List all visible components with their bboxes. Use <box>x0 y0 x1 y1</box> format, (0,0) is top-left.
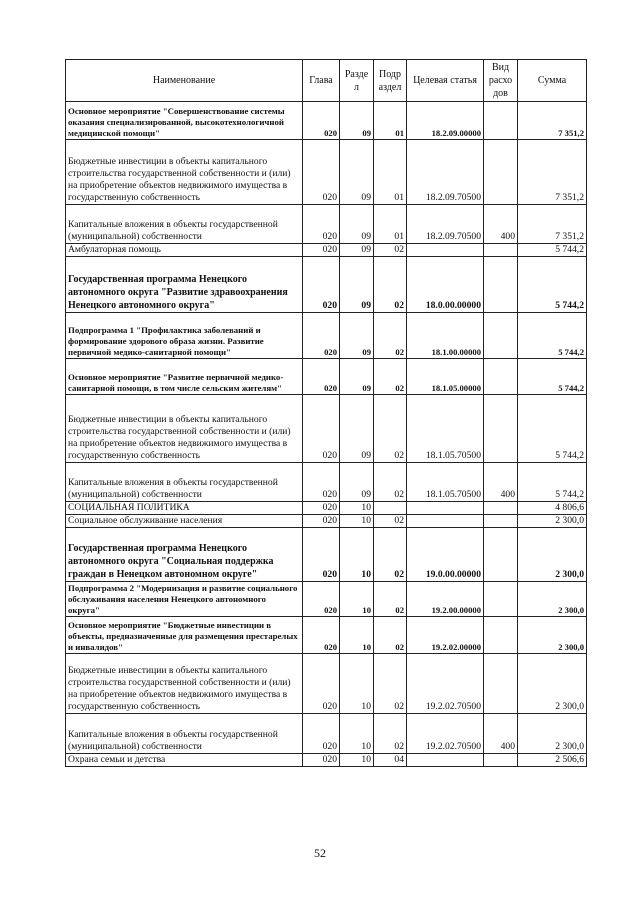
cell-section: 09 <box>340 257 374 313</box>
cell-section: 10 <box>340 502 374 515</box>
cell-name: Основное мероприятие "Развитие первичной медико-санитарной помощи, в том числе сельским жителям" <box>66 359 303 395</box>
cell-chapter: 020 <box>303 395 340 463</box>
header-name: Наименование <box>66 60 303 102</box>
cell-subsection: 02 <box>374 244 407 257</box>
cell-section: 09 <box>340 244 374 257</box>
cell-sum: 2 300,0 <box>518 654 587 714</box>
table-row <box>66 205 587 244</box>
cell-sum: 2 300,0 <box>518 515 587 528</box>
cell-expense-type <box>484 754 518 767</box>
cell-expense-type <box>484 528 518 582</box>
cell-chapter: 020 <box>303 714 340 754</box>
cell-target-article: 18.1.05.70500 <box>407 463 484 502</box>
cell-expense-type <box>484 582 518 617</box>
cell-expense-type <box>484 654 518 714</box>
cell-chapter: 020 <box>303 205 340 244</box>
cell-name: Бюджетные инвестиции в объекты капитального строительства государственной собственности и (или) на приобретение объектов недвижимого имущества в государственную собственность <box>66 395 303 463</box>
header-subsection: Подр аздел <box>374 60 407 102</box>
cell-section: 09 <box>340 205 374 244</box>
table-body <box>66 102 587 767</box>
budget-table <box>65 59 587 767</box>
cell-expense-type <box>484 502 518 515</box>
table-row <box>66 140 587 205</box>
cell-sum: 4 806,6 <box>518 502 587 515</box>
cell-name: Государственная программа Ненецкого автономного округа "Социальная поддержка граждан в Ненецком автономном округе" <box>66 528 303 582</box>
table-row <box>66 502 587 515</box>
cell-chapter: 020 <box>303 654 340 714</box>
table-row <box>66 617 587 654</box>
cell-sum: 2 300,0 <box>518 528 587 582</box>
cell-name: Социальное обслуживание населения <box>66 515 303 528</box>
cell-section: 10 <box>340 654 374 714</box>
cell-subsection: 04 <box>374 754 407 767</box>
cell-name: Основное мероприятие "Бюджетные инвестиции в объекты, предназначенные для размещения престарелых и инвалидов" <box>66 617 303 654</box>
cell-sum: 7 351,2 <box>518 205 587 244</box>
cell-sum: 7 351,2 <box>518 102 587 140</box>
cell-expense-type <box>484 617 518 654</box>
table-row <box>66 754 587 767</box>
cell-section: 09 <box>340 463 374 502</box>
cell-subsection: 02 <box>374 515 407 528</box>
cell-chapter: 020 <box>303 582 340 617</box>
cell-sum: 2 506,6 <box>518 754 587 767</box>
cell-sum: 7 351,2 <box>518 140 587 205</box>
cell-expense-type <box>484 140 518 205</box>
cell-sum: 5 744,2 <box>518 257 587 313</box>
cell-section: 09 <box>340 313 374 359</box>
cell-subsection: 02 <box>374 654 407 714</box>
table-row <box>66 102 587 140</box>
cell-expense-type <box>484 102 518 140</box>
cell-name: Амбулаторная помощь <box>66 244 303 257</box>
cell-expense-type <box>484 515 518 528</box>
cell-expense-type <box>484 257 518 313</box>
cell-section: 10 <box>340 714 374 754</box>
cell-section: 09 <box>340 140 374 205</box>
cell-target-article: 19.2.02.70500 <box>407 654 484 714</box>
header-expense-type: Вид расхо дов <box>484 60 518 102</box>
cell-chapter: 020 <box>303 463 340 502</box>
cell-section: 09 <box>340 359 374 395</box>
header-section: Разде л <box>340 60 374 102</box>
cell-target-article: 19.2.02.00000 <box>407 617 484 654</box>
cell-name: Подпрограмма 1 "Профилактика заболеваний и формирование здорового образа жизни. Развитие первичной медико-санитарной помощи" <box>66 313 303 359</box>
cell-chapter: 020 <box>303 754 340 767</box>
cell-subsection: 02 <box>374 528 407 582</box>
cell-chapter: 020 <box>303 257 340 313</box>
cell-subsection: 02 <box>374 617 407 654</box>
cell-subsection <box>374 502 407 515</box>
cell-sum: 2 300,0 <box>518 617 587 654</box>
cell-subsection: 02 <box>374 359 407 395</box>
cell-name: Основное мероприятие "Совершенствование системы оказания специализированной, высокотехнологичной медицинской помощи" <box>66 102 303 140</box>
table-row <box>66 395 587 463</box>
cell-section: 10 <box>340 582 374 617</box>
cell-section: 09 <box>340 102 374 140</box>
cell-chapter: 020 <box>303 528 340 582</box>
cell-target-article: 19.2.02.70500 <box>407 714 484 754</box>
table-row <box>66 257 587 313</box>
cell-target-article: 18.1.00.00000 <box>407 313 484 359</box>
cell-expense-type <box>484 313 518 359</box>
cell-chapter: 020 <box>303 502 340 515</box>
table-row <box>66 515 587 528</box>
cell-name: Капитальные вложения в объекты государственной (муниципальной) собственности <box>66 714 303 754</box>
cell-expense-type: 400 <box>484 714 518 754</box>
cell-subsection: 02 <box>374 714 407 754</box>
cell-chapter: 020 <box>303 244 340 257</box>
cell-name: Бюджетные инвестиции в объекты капитального строительства государственной собственности и (или) на приобретение объектов недвижимого имущества в государственную собственность <box>66 654 303 714</box>
cell-subsection: 02 <box>374 463 407 502</box>
cell-sum: 2 300,0 <box>518 582 587 617</box>
cell-section: 09 <box>340 395 374 463</box>
cell-section: 10 <box>340 617 374 654</box>
cell-subsection: 01 <box>374 140 407 205</box>
cell-name: Бюджетные инвестиции в объекты капитального строительства государственной собственности и (или) на приобретение объектов недвижимого имущества в государственную собственность <box>66 140 303 205</box>
cell-target-article: 18.2.09.70500 <box>407 140 484 205</box>
header-sum: Сумма <box>518 60 587 102</box>
cell-chapter: 020 <box>303 359 340 395</box>
cell-expense-type <box>484 395 518 463</box>
cell-name: Капитальные вложения в объекты государственной (муниципальной) собственности <box>66 205 303 244</box>
cell-subsection: 02 <box>374 582 407 617</box>
cell-expense-type: 400 <box>484 463 518 502</box>
header-chapter: Глава <box>303 60 340 102</box>
cell-name: Подпрограмма 2 "Модернизация и развитие социального обслуживания населения Ненецкого автономного округа" <box>66 582 303 617</box>
cell-target-article: 18.1.05.70500 <box>407 395 484 463</box>
cell-sum: 5 744,2 <box>518 463 587 502</box>
table-row <box>66 244 587 257</box>
table-row <box>66 582 587 617</box>
table-row <box>66 654 587 714</box>
page-number: 52 <box>314 846 326 860</box>
header-target-article: Целевая статья <box>407 60 484 102</box>
cell-expense-type <box>484 244 518 257</box>
cell-sum: 5 744,2 <box>518 359 587 395</box>
cell-section: 10 <box>340 515 374 528</box>
cell-subsection: 02 <box>374 313 407 359</box>
cell-target-article: 18.2.09.70500 <box>407 205 484 244</box>
cell-subsection: 02 <box>374 395 407 463</box>
cell-chapter: 020 <box>303 617 340 654</box>
cell-subsection: 01 <box>374 205 407 244</box>
table-row <box>66 714 587 754</box>
cell-expense-type: 400 <box>484 205 518 244</box>
table-row <box>66 313 587 359</box>
cell-section: 10 <box>340 528 374 582</box>
table-row <box>66 528 587 582</box>
cell-target-article <box>407 502 484 515</box>
cell-name: Капитальные вложения в объекты государственной (муниципальной) собственности <box>66 463 303 502</box>
cell-target-article: 19.0.00.00000 <box>407 528 484 582</box>
cell-target-article <box>407 515 484 528</box>
cell-target-article <box>407 244 484 257</box>
cell-sum: 5 744,2 <box>518 244 587 257</box>
cell-name: СОЦИАЛЬНАЯ ПОЛИТИКА <box>66 502 303 515</box>
cell-target-article: 18.2.09.00000 <box>407 102 484 140</box>
cell-expense-type <box>484 359 518 395</box>
table-row <box>66 359 587 395</box>
cell-subsection: 02 <box>374 257 407 313</box>
cell-target-article: 19.2.00.00000 <box>407 582 484 617</box>
cell-subsection: 01 <box>374 102 407 140</box>
cell-chapter: 020 <box>303 515 340 528</box>
cell-sum: 5 744,2 <box>518 395 587 463</box>
cell-chapter: 020 <box>303 313 340 359</box>
cell-target-article <box>407 754 484 767</box>
cell-target-article: 18.1.05.00000 <box>407 359 484 395</box>
cell-name: Охрана семьи и детства <box>66 754 303 767</box>
cell-chapter: 020 <box>303 140 340 205</box>
cell-name: Государственная программа Ненецкого автономного округа "Развитие здравоохранения Ненецкого автономного округа" <box>66 257 303 313</box>
table-row <box>66 463 587 502</box>
cell-sum: 2 300,0 <box>518 714 587 754</box>
cell-chapter: 020 <box>303 102 340 140</box>
cell-section: 10 <box>340 754 374 767</box>
cell-target-article: 18.0.00.00000 <box>407 257 484 313</box>
cell-sum: 5 744,2 <box>518 313 587 359</box>
table-header-row <box>66 60 587 102</box>
